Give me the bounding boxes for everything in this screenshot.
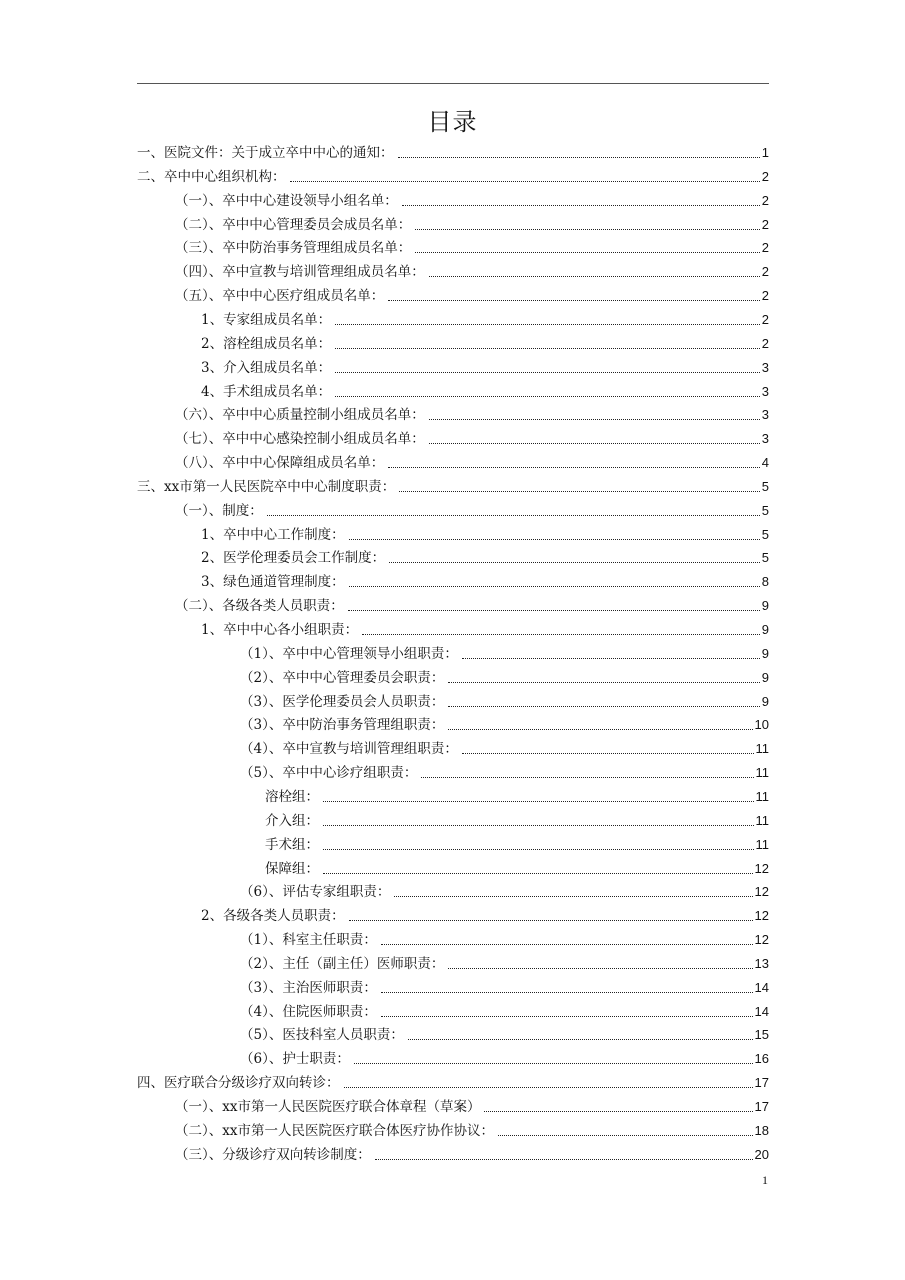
toc-page-number: 5 bbox=[761, 550, 769, 565]
toc-page-number: 11 bbox=[755, 789, 769, 804]
toc-dot-leader bbox=[349, 920, 753, 921]
toc-entry[interactable] bbox=[175, 426, 769, 448]
toc-page-number: 12 bbox=[754, 884, 769, 899]
toc-dot-leader bbox=[323, 801, 754, 802]
toc-entry-text: （一）、卒中中心建设领导小组名单： bbox=[175, 193, 398, 209]
toc-entry[interactable] bbox=[137, 140, 769, 162]
toc-entry[interactable] bbox=[240, 760, 769, 782]
toc-entry-text: （3）、卒中防治事务管理组职责： bbox=[240, 717, 445, 733]
toc-dot-leader bbox=[398, 157, 760, 158]
toc-entry-text: （四）、卒中宣教与培训管理组成员名单： bbox=[175, 264, 425, 280]
toc-dot-leader bbox=[375, 1159, 753, 1160]
toc-entry-text: （八）、卒中中心保障组成员名单： bbox=[175, 455, 385, 471]
toc-entry[interactable] bbox=[240, 1046, 769, 1068]
toc-entry-text: 介入组： bbox=[265, 813, 319, 829]
toc-page-number: 2 bbox=[761, 240, 769, 255]
toc-dot-leader bbox=[381, 1016, 753, 1017]
toc-entry-text: （三）、卒中防治事务管理组成员名单： bbox=[175, 240, 412, 256]
toc-entry[interactable] bbox=[265, 856, 769, 878]
toc-entry-text: （二）、卒中中心管理委员会成员名单： bbox=[175, 217, 412, 233]
toc-entry-text: 一、医院文件：关于成立卒中中心的通知： bbox=[137, 145, 394, 161]
toc-dot-leader bbox=[290, 181, 760, 182]
toc-entry-text: 3、介入组成员名单： bbox=[201, 360, 332, 376]
toc-dot-leader bbox=[462, 753, 754, 754]
toc-page-number: 20 bbox=[754, 1147, 769, 1162]
toc-dot-leader bbox=[349, 539, 760, 540]
toc-page-number: 2 bbox=[761, 169, 769, 184]
toc-dot-leader bbox=[362, 634, 760, 635]
toc-entry[interactable] bbox=[175, 498, 769, 520]
toc-page-number: 2 bbox=[761, 336, 769, 351]
toc-page-number: 12 bbox=[754, 861, 769, 876]
toc-page-number: 2 bbox=[761, 217, 769, 232]
toc-page-number: 3 bbox=[761, 384, 769, 399]
toc-page-number: 3 bbox=[761, 431, 769, 446]
toc-dot-leader bbox=[429, 419, 760, 420]
page-number: 1 bbox=[762, 1173, 768, 1187]
toc-page-number: 5 bbox=[761, 527, 769, 542]
toc-page-number: 9 bbox=[761, 646, 769, 661]
toc-entry-text: 手术组： bbox=[265, 837, 319, 853]
toc-page-number: 15 bbox=[754, 1027, 769, 1042]
toc-dot-leader bbox=[421, 777, 753, 778]
toc-entry-text: （4）、住院医师职责： bbox=[240, 1004, 377, 1020]
toc-entry[interactable] bbox=[175, 235, 769, 257]
toc-page-number: 10 bbox=[754, 717, 769, 732]
toc-dot-leader bbox=[484, 1111, 752, 1112]
toc-page-number: 3 bbox=[761, 360, 769, 375]
toc-entry[interactable] bbox=[240, 879, 769, 901]
toc-entry[interactable] bbox=[265, 832, 769, 854]
toc-dot-leader bbox=[448, 682, 759, 683]
toc-dot-leader bbox=[399, 491, 760, 492]
toc-entry-text: 4、手术组成员名单： bbox=[201, 384, 332, 400]
toc-entry-text: 2、溶栓组成员名单： bbox=[201, 336, 332, 352]
toc-entry-text: （5）、医技科室人员职责： bbox=[240, 1027, 404, 1043]
toc-entry[interactable] bbox=[240, 712, 769, 734]
toc-page-number: 14 bbox=[754, 980, 769, 995]
toc-entry[interactable] bbox=[201, 331, 769, 353]
toc-entry-text: （一）、xx市第一人民医院医疗联合体章程（草案） bbox=[175, 1099, 481, 1115]
toc-dot-leader bbox=[498, 1135, 753, 1136]
toc-entry-text: （3）、主治医师职责： bbox=[240, 980, 377, 996]
toc-dot-leader bbox=[267, 515, 760, 516]
toc-dot-leader bbox=[348, 610, 760, 611]
toc-entry[interactable] bbox=[175, 283, 769, 305]
toc-page-number: 11 bbox=[755, 765, 769, 780]
toc-entry[interactable] bbox=[240, 975, 769, 997]
toc-entry[interactable] bbox=[240, 736, 769, 758]
toc-dot-leader bbox=[429, 276, 760, 277]
toc-entry-text: 保障组： bbox=[265, 861, 319, 877]
toc-entry-text: （七）、卒中中心感染控制小组成员名单： bbox=[175, 431, 425, 447]
toc-entry[interactable] bbox=[240, 665, 769, 687]
toc-entry-text: （2）、主任（副主任）医师职责： bbox=[240, 956, 445, 972]
toc-dot-leader bbox=[335, 396, 760, 397]
toc-page-number: 11 bbox=[755, 741, 769, 756]
toc-entry[interactable] bbox=[201, 545, 769, 567]
toc-entry[interactable] bbox=[240, 689, 769, 711]
toc-dot-leader bbox=[354, 1063, 753, 1064]
toc-entry-text: （1）、科室主任职责： bbox=[240, 932, 377, 948]
toc-entry[interactable] bbox=[240, 927, 769, 949]
toc-dot-leader bbox=[448, 706, 759, 707]
toc-entry[interactable] bbox=[175, 593, 769, 615]
toc-dot-leader bbox=[402, 205, 760, 206]
toc-dot-leader bbox=[462, 658, 760, 659]
toc-entry[interactable] bbox=[175, 1142, 769, 1164]
toc-entry-text: 二、卒中中心组织机构： bbox=[137, 169, 286, 185]
toc-page-number: 2 bbox=[761, 264, 769, 279]
toc-entry[interactable] bbox=[201, 355, 769, 377]
toc-dot-leader bbox=[335, 324, 760, 325]
toc-dot-leader bbox=[415, 252, 760, 253]
toc-page-number: 2 bbox=[761, 193, 769, 208]
toc-entry[interactable] bbox=[240, 951, 769, 973]
toc-title: 目录 bbox=[427, 108, 478, 136]
toc-entry[interactable] bbox=[201, 522, 769, 544]
toc-page-number: 1 bbox=[761, 145, 769, 160]
toc-entry-text: （二）、xx市第一人民医院医疗联合体医疗协作协议： bbox=[175, 1123, 494, 1139]
toc-entry[interactable] bbox=[137, 164, 769, 186]
toc-dot-leader bbox=[415, 229, 760, 230]
toc-dot-leader bbox=[448, 968, 752, 969]
toc-page-number: 11 bbox=[755, 837, 769, 852]
toc-dot-leader bbox=[335, 348, 760, 349]
toc-page-number: 17 bbox=[754, 1075, 769, 1090]
toc-page-number: 9 bbox=[761, 694, 769, 709]
toc-dot-leader bbox=[394, 896, 752, 897]
toc-entry-text: （六）、卒中中心质量控制小组成员名单： bbox=[175, 407, 425, 423]
toc-page-number: 12 bbox=[754, 932, 769, 947]
toc-entry-text: （1）、卒中中心管理领导小组职责： bbox=[240, 646, 458, 662]
toc-entry[interactable] bbox=[175, 1094, 769, 1116]
toc-entry-text: 1、专家组成员名单： bbox=[201, 312, 332, 328]
toc-entry-text: 三、xx市第一人民医院卒中中心制度职责： bbox=[137, 479, 396, 495]
toc-entry-text: （6）、评估专家组职责： bbox=[240, 884, 391, 900]
toc-entry[interactable] bbox=[175, 188, 769, 210]
header-rule bbox=[137, 83, 769, 84]
toc-entry-text: （二）、各级各类人员职责： bbox=[175, 598, 344, 614]
toc-entry[interactable] bbox=[201, 307, 769, 329]
toc-page-number: 5 bbox=[761, 503, 769, 518]
toc-page-number: 3 bbox=[761, 407, 769, 422]
toc-entry-text: 溶栓组： bbox=[265, 789, 319, 805]
toc-entry[interactable] bbox=[137, 1070, 769, 1092]
toc-entry[interactable] bbox=[265, 784, 769, 806]
toc-entry-text: （一）、制度： bbox=[175, 503, 263, 519]
toc-page-number: 14 bbox=[754, 1004, 769, 1019]
toc-entry[interactable] bbox=[175, 402, 769, 424]
toc-page-number: 8 bbox=[761, 574, 769, 589]
toc-entry[interactable] bbox=[201, 569, 769, 591]
toc-dot-leader bbox=[408, 1039, 753, 1040]
toc-entry[interactable] bbox=[175, 212, 769, 234]
toc-page-number: 9 bbox=[761, 598, 769, 613]
toc-page-number: 16 bbox=[754, 1051, 769, 1066]
toc-dot-leader bbox=[388, 300, 760, 301]
toc-entry[interactable] bbox=[265, 808, 769, 830]
toc-entry[interactable] bbox=[240, 999, 769, 1021]
toc-dot-leader bbox=[323, 825, 754, 826]
toc-entry-text: （5）、卒中中心诊疗组职责： bbox=[240, 765, 418, 781]
toc-entry-text: 3、绿色通道管理制度： bbox=[201, 574, 345, 590]
toc-entry[interactable] bbox=[240, 641, 769, 663]
toc-entry-text: （三）、分级诊疗双向转诊制度： bbox=[175, 1147, 371, 1163]
toc-entry[interactable] bbox=[175, 259, 769, 281]
toc-dot-leader bbox=[323, 849, 754, 850]
toc-entry[interactable] bbox=[137, 474, 769, 496]
toc-page-number: 2 bbox=[761, 288, 769, 303]
toc-entry[interactable] bbox=[240, 1022, 769, 1044]
toc-page-number: 9 bbox=[761, 622, 769, 637]
toc-page-number: 2 bbox=[761, 312, 769, 327]
toc-entry-text: （3）、医学伦理委员会人员职责： bbox=[240, 694, 445, 710]
toc-entry[interactable] bbox=[201, 379, 769, 401]
toc-page-number: 5 bbox=[761, 479, 769, 494]
toc-dot-leader bbox=[381, 944, 753, 945]
toc-entry-text: （五）、卒中中心医疗组成员名单： bbox=[175, 288, 385, 304]
toc-page-number: 9 bbox=[761, 670, 769, 685]
toc-page-number: 17 bbox=[754, 1099, 769, 1114]
toc-entry-text: 四、医疗联合分级诊疗双向转诊： bbox=[137, 1075, 340, 1091]
toc-dot-leader bbox=[429, 443, 760, 444]
toc-entry-text: （2）、卒中中心管理委员会职责： bbox=[240, 670, 445, 686]
toc-entry-text: 2、各级各类人员职责： bbox=[201, 908, 345, 924]
toc-dot-leader bbox=[388, 467, 760, 468]
toc-entry-text: （6）、护士职责： bbox=[240, 1051, 350, 1067]
toc-dot-leader bbox=[448, 729, 752, 730]
toc-entry-text: 1、卒中中心各小组职责： bbox=[201, 622, 359, 638]
toc-entry[interactable] bbox=[201, 617, 769, 639]
toc-entry-text: 2、医学伦理委员会工作制度： bbox=[201, 550, 386, 566]
toc-page-number: 11 bbox=[755, 813, 769, 828]
toc-page-number: 12 bbox=[754, 908, 769, 923]
toc-dot-leader bbox=[335, 372, 760, 373]
toc-dot-leader bbox=[323, 873, 753, 874]
toc-page-number: 4 bbox=[761, 455, 769, 470]
toc-dot-leader bbox=[381, 992, 753, 993]
toc-entry[interactable] bbox=[201, 903, 769, 925]
toc-dot-leader bbox=[389, 562, 760, 563]
toc-dot-leader bbox=[349, 586, 760, 587]
toc-entry-text: （4）、卒中宣教与培训管理组职责： bbox=[240, 741, 458, 757]
toc-page-number: 13 bbox=[754, 956, 769, 971]
toc-entry[interactable] bbox=[175, 1118, 769, 1140]
toc-dot-leader bbox=[344, 1087, 753, 1088]
toc-entry-text: 1、卒中中心工作制度： bbox=[201, 527, 345, 543]
toc-entry[interactable] bbox=[175, 450, 769, 472]
toc-page-number: 18 bbox=[754, 1123, 769, 1138]
